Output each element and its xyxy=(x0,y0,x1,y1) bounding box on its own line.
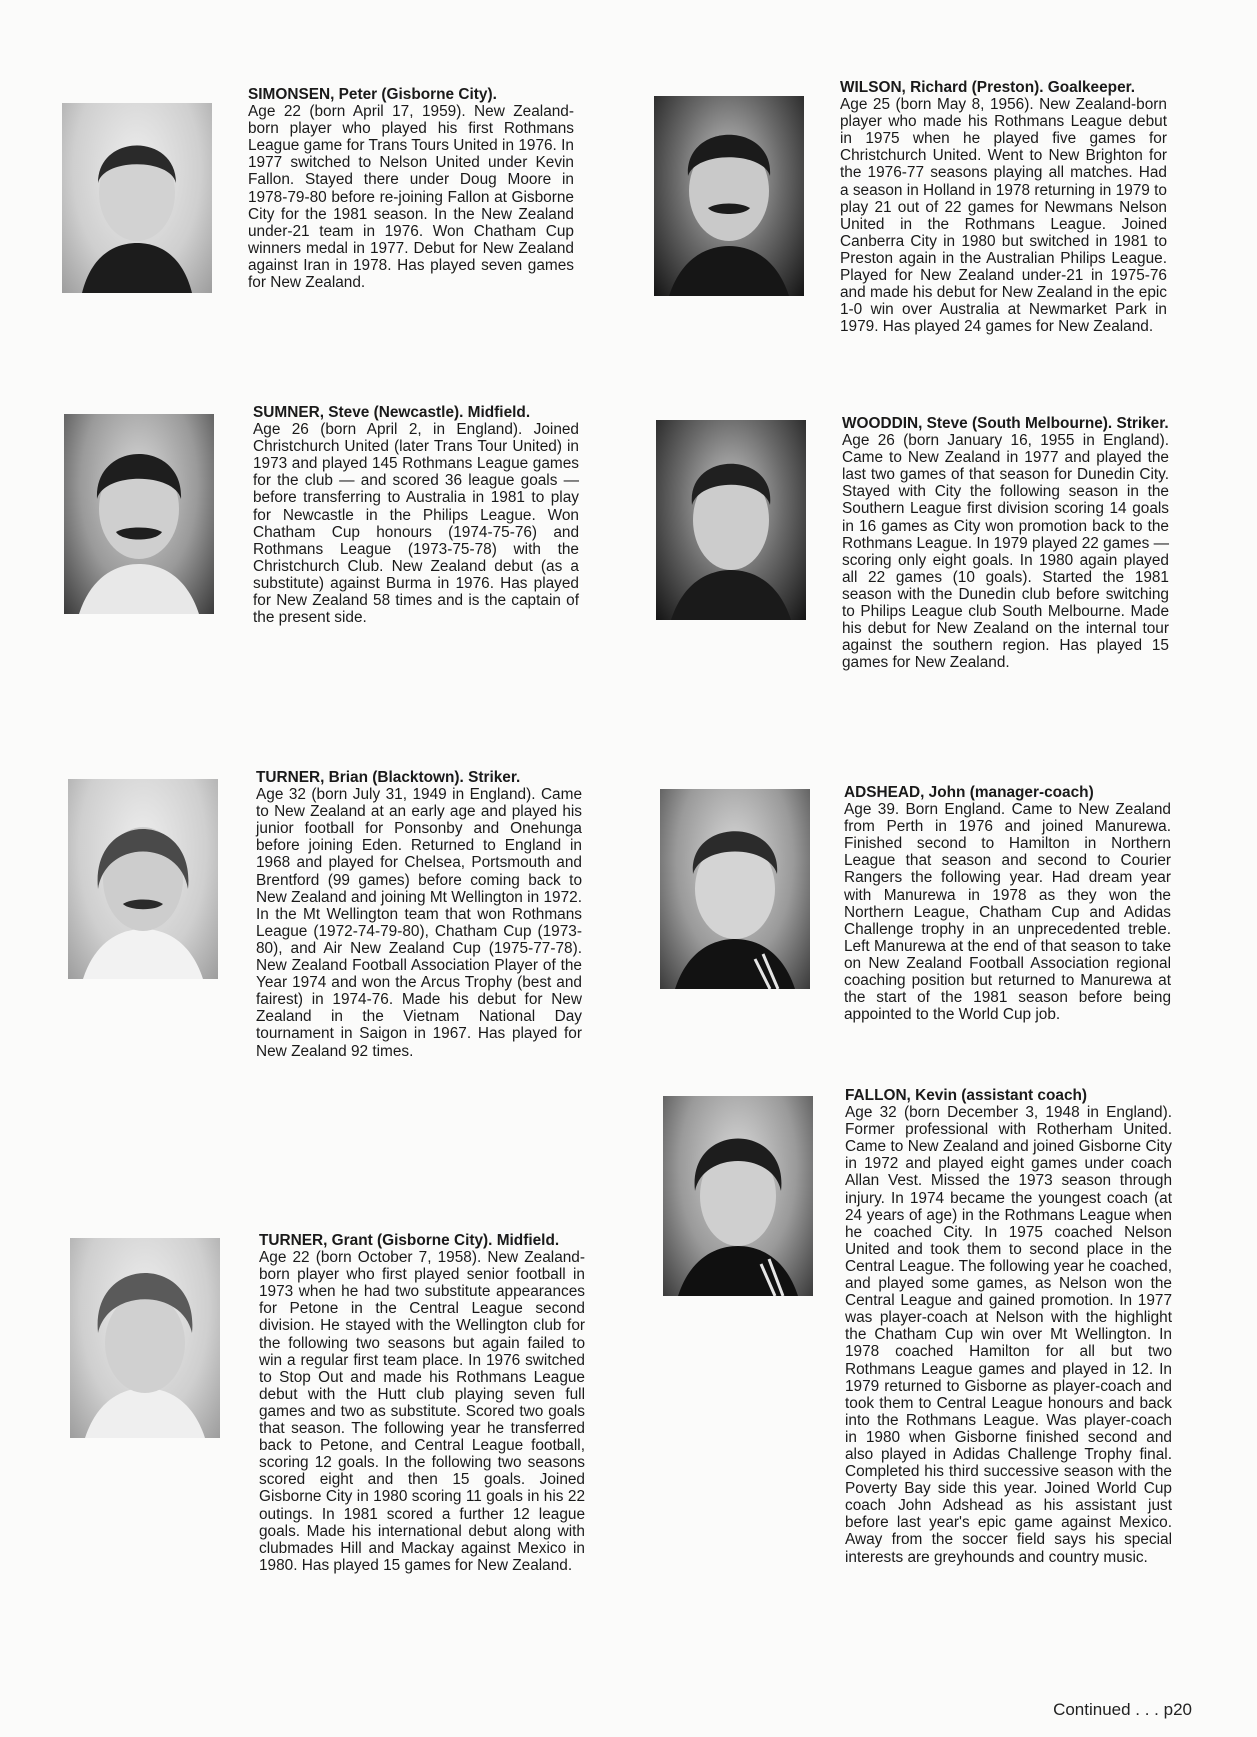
coach-bio xyxy=(844,784,1171,1023)
coach-bio xyxy=(845,1087,1172,1566)
coach-name: ADSHEAD, John (manager-coach) xyxy=(844,784,1094,801)
player-photo xyxy=(654,96,804,296)
player-text: Age 25 (born May 8, 1956). New Zealand-born player who made his Rothmans League debut in 1975 when he played five games for Christchurch United. Went to New Brighton for the 1976-77 seasons playing all matches. Had a season in Holland in 1978 returning in 1979 to play 21 out of 22 games for Newmans Nelson United in the Rothmans League. Joined Canberra City in 1980 but switched in 1981 to Preston again in the Australian Philips League. Played for New Zealand under-21 in 1975-76 and made his debut for New Zealand in the epic 1-0 win over Australia at Newmarket Park in 1979. Has played 24 games for New Zealand. xyxy=(840,96,1167,336)
player-photo xyxy=(656,420,806,620)
player-bio xyxy=(259,1232,585,1574)
coach-name: FALLON, Kevin (assistant coach) xyxy=(845,1087,1088,1104)
portrait-icon xyxy=(656,420,806,620)
portrait-icon xyxy=(68,779,218,979)
coach-photo xyxy=(663,1096,813,1296)
page-continuation-footer: Continued . . . p20 xyxy=(1053,1700,1192,1719)
portrait-icon xyxy=(660,789,810,989)
player-photo xyxy=(70,1238,220,1438)
player-name: WOODDIN, Steve (South Melbourne). Striker. xyxy=(842,415,1169,432)
portrait-icon xyxy=(654,96,804,296)
player-name: TURNER, Brian (Blacktown). Striker. xyxy=(256,769,521,786)
player-bio xyxy=(248,86,574,291)
player-bio xyxy=(840,79,1167,335)
portrait-icon xyxy=(663,1096,813,1296)
player-bio xyxy=(253,404,579,626)
player-photo xyxy=(68,779,218,979)
portrait-icon xyxy=(70,1238,220,1438)
player-name: SUMNER, Steve (Newcastle). Midfield. xyxy=(253,404,531,421)
coach-text: Age 39. Born England. Came to New Zealand from Perth in 1976 and joined Manurewa. Finished second to Hamilton in Northern League that season and second to Courier Rangers the following year. Had dream year with Manurewa in 1978 as they won the Northern League, Chatham Cup and Adidas Challenge trophy in an unprecedented treble. Left Manurewa at the end of that season to take on New Zealand Football Association regional coaching position but returned to Manurewa at the start of the 1981 season before being appointed to the World Cup job. xyxy=(844,801,1171,1024)
player-text: Age 32 (born July 31, 1949 in England). Came to New Zealand at an early age and played his junior football for Ponsonby and Onehunga before joining Eden. Returned to England in 1968 and played for Chelsea, Portsmouth and Brentford (99 games) before coming back to New Zealand and joining Mt Wellington in 1972. In the Mt Wellington team that won Rothmans League (1972-74-79-80), Chatham Cup (1973-80), and Air New Zealand Cup (1975-77-78). New Zealand Football Association Player of the Year 1974 and won the Arcus Trophy (best and fairest) in 1974-76. Made his debut for New Zealand in the Vietnam National Day tournament in Saigon in 1967. Has played for New Zealand 92 times. xyxy=(256,786,582,1060)
player-text: Age 22 (born October 7, 1958). New Zealand-born player who first played senior football in 1973 when he had two substitute appearances for Petone in the Central League second division. He stayed with the Wellington club for the following two seasons but again failed to win a regular first team place. In 1976 switched to Stop Out and made his Rothmans League debut with the Hutt club playing seven full games and two as substitute. Scored two goals that season. The following year he transferred back to Petone, and Central League football, scoring 12 goals. In the following two seasons scored eight and then 15 goals. Joined Gisborne City in 1980 scoring 11 goals in his 22 outings. In 1981 scored a further 12 league goals. Made his international debut along with clubmades Hill and Mackay against Mexico in 1980. Has played 15 games for New Zealand. xyxy=(259,1249,585,1574)
player-name: WILSON, Richard (Preston). Goalkeeper. xyxy=(840,79,1136,96)
player-bio xyxy=(256,769,582,1060)
player-name: TURNER, Grant (Gisborne City). Midfield. xyxy=(259,1232,560,1249)
portrait-icon xyxy=(64,414,214,614)
coach-photo xyxy=(660,789,810,989)
coach-text: Age 32 (born December 3, 1948 in England). Former professional with Rotherham United. Came to New Zealand and joined Gisborne City in 1972 and played eight games under coach Allan Vest. Missed the 1973 season through injury. In 1974 became the youngest coach (at 24 years of age) in the Rothmans League when he coached City. In 1975 coached Nelson United and took them to second place in the Central League. The following year he coached, and played some games, as Nelson won the Central League and gained promotion. In 1977 was player-coach at Nelson with the highlight the Chatham Cup win over Mt Wellington. In 1978 coached Hamilton for all but two Rothmans League games and played in 12. In 1979 returned to Gisborne as player-coach and took them to Central League honours and back into the Rothmans League. Was player-coach in 1980 when Gisborne finished second and also played in Adidas Challenge Trophy final. Completed his third successive season with the Poverty Bay side this year. Joined World Cup coach John Adshead as his assistant just before last year's epic game against Mexico. Away from the soccer field says his special interests are greyhounds and country music. xyxy=(845,1104,1172,1566)
player-text: Age 22 (born April 17, 1959). New Zealand-born player who played his first Rothmans League game for Trans Tours United in 1976. In 1977 switched to Nelson United under Kevin Fallon. Stayed there under Doug Moore in 1978-79-80 before re-joining Fallon at Gisborne City for the 1981 season. In the New Zealand under-21 team in 1976. Won Chatham Cup winners medal in 1977. Debut for New Zealand against Iran in 1978. Has played seven games for New Zealand. xyxy=(248,103,574,292)
player-photo xyxy=(62,103,212,293)
player-text: Age 26 (born April 2, in England). Joined Christchurch United (later Trans Tour United) in 1973 and played 145 Rothmans League games for the club — and scored 36 league goals — before transferring to Australia in 1981 to play for Newcastle in the Philips League. Won Chatham Cup honours (1974-75-76) and Rothmans League (1973-75-78) with the Christchurch Club. New Zealand debut (as a substitute) against Burma in 1976. Has played for New Zealand 58 times and is the captain of the present side. xyxy=(253,421,579,627)
player-photo xyxy=(64,414,214,614)
player-bio xyxy=(842,415,1169,671)
portrait-icon xyxy=(62,103,212,293)
player-name: SIMONSEN, Peter (Gisborne City). xyxy=(248,86,497,103)
player-text: Age 26 (born January 16, 1955 in England). Came to New Zealand in 1977 and played the last two games of that season for Dunedin City. Stayed with City the following season in the Southern League first division scoring 14 goals in 16 games as City won promotion back to the Rothmans League. In 1979 played 22 games — scoring only eight goals. In 1980 again played all 22 games (10 goals). Started the 1981 season with the Dunedin club before switching to Philips League club South Melbourne. Made his debut for New Zealand on the internal tour against the southern region. Has played 15 games for New Zealand. xyxy=(842,432,1169,672)
